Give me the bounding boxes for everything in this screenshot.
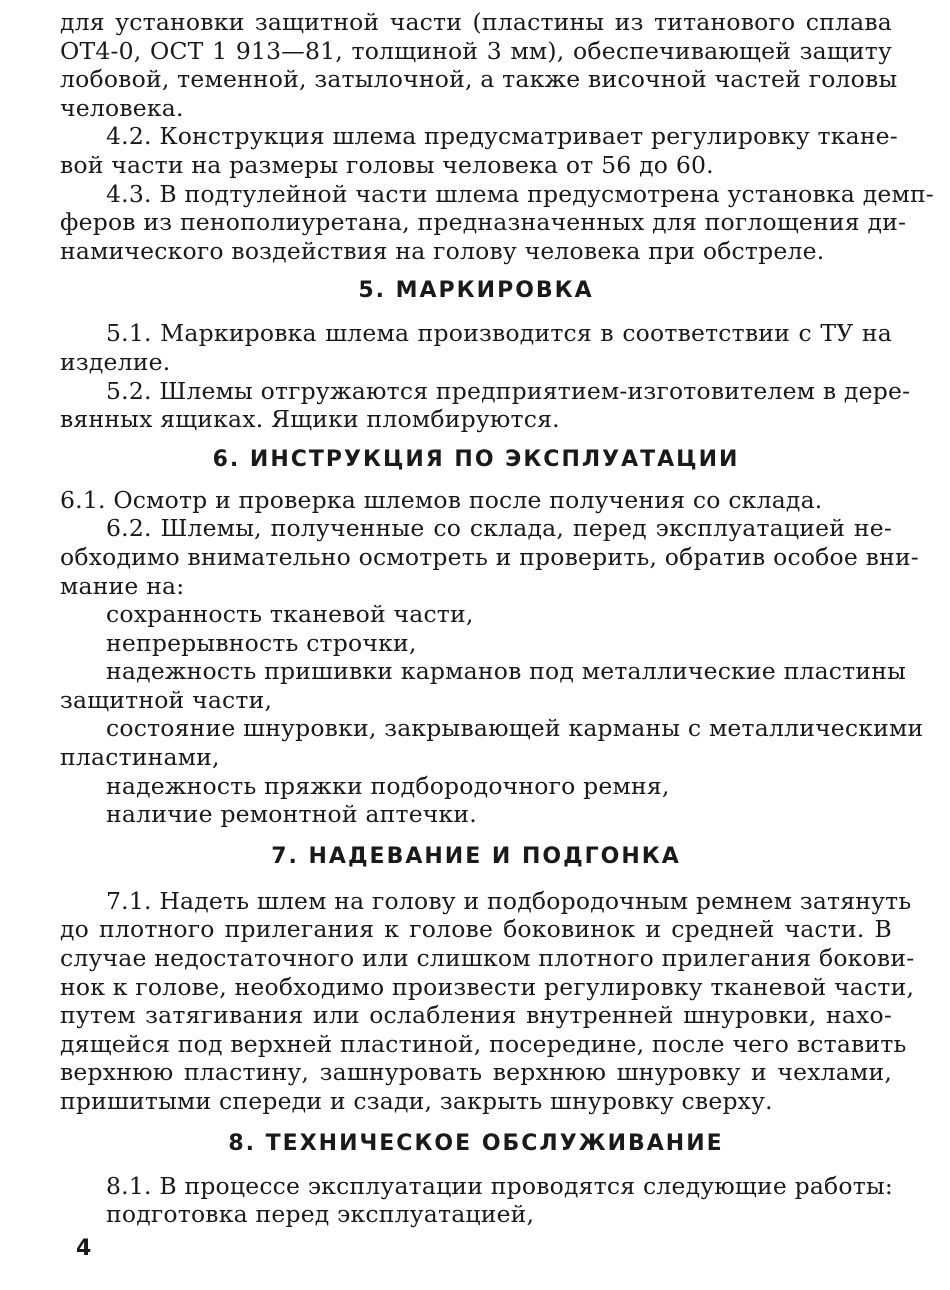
list-item: состояние шнуровки, закрывающей карманы с металлическими (106, 714, 924, 743)
section-heading-5: 5. МАРКИРОВКА (358, 278, 594, 304)
text-line: лобовой, теменной, затылочной, а также височной частей головы (60, 65, 898, 94)
text-line: феров из пенополиуретана, предназначенных для поглощения ди- (60, 208, 907, 237)
page-number: 4 (76, 1236, 92, 1261)
paragraph-4-2 (60, 122, 898, 179)
section4-continuation (60, 8, 898, 122)
paragraph-6-2 (60, 514, 919, 600)
inspection-list (60, 600, 924, 829)
list-item-continuation: пластинами, (60, 743, 220, 772)
text-line: вянных ящиках. Ящики пломбируются. (60, 405, 560, 434)
list-item: наличие ремонтной аптечки. (106, 800, 477, 829)
text-line: 5.1. Маркировка шлема производится в соответствии с ТУ на (106, 319, 892, 348)
text-line: нок к голове, необходимо произвести регулировку тканевой части, (60, 972, 915, 1001)
list-item-continuation: защитной части, (60, 685, 273, 714)
text-line: 8.1. В процессе эксплуатации проводятся следующие работы: (106, 1171, 893, 1200)
list-item: непрерывность строчки, (106, 628, 417, 657)
text-line: мание на: (60, 571, 185, 600)
text-line: пришитыми спереди и сзади, закрыть шнуровку сверху. (60, 1087, 773, 1115)
text-line: вой части на размеры головы человека от 56 до 60. (60, 150, 714, 179)
text-line: намического воздействия на голову человека при обстреле. (60, 236, 825, 265)
paragraph-5-2 (60, 376, 911, 434)
paragraph-8-1 (60, 1172, 892, 1229)
paragraph-7-1 (60, 886, 915, 1116)
text-line: 4.2. Конструкция шлема предусматривает регулировку ткане- (106, 122, 898, 151)
section-heading-6: 6. ИНСТРУКЦИЯ ПО ЭКСПЛУАТАЦИИ (212, 446, 740, 472)
text-line: 7.1. Надеть шлем на голову и подбородочным ремнем затянуть (106, 886, 912, 915)
paragraph-5-1 (60, 319, 892, 376)
text-line: изделие. (60, 347, 171, 376)
text-line: путем затягивания или ослабления внутренней шнуровки, нахо- (60, 1001, 892, 1030)
text-line: 6.2. Шлемы, полученные со склада, перед эксплуатацией не- (106, 514, 892, 543)
text-line: 5.2. Шлемы отгружаются предприятием-изготовителем в дере- (106, 376, 911, 405)
list-item: сохранность тканевой части, (106, 600, 474, 629)
text-line: подготовка перед эксплуатацией, (106, 1200, 535, 1229)
section-heading-7: 7. НАДЕВАНИЕ И ПОДГОНКА (271, 843, 681, 869)
text-line: обходимо внимательно осмотреть и проверить, обратив особое вни- (60, 542, 919, 571)
paragraph-6-1: 6.1. Осмотр и проверка шлемов после получения со склада. (60, 485, 823, 514)
list-item: надежность пришивки карманов под металлические пластины (106, 657, 906, 686)
text-line: случае недостаточного или слишком плотного прилегания бокови- (60, 944, 915, 973)
text-line: человека. (60, 93, 184, 122)
text-line: ОТ4-0, ОСТ 1 913—81, толщиной 3 мм), обеспечивающей защиту (60, 36, 892, 65)
text-line: до плотного прилегания к голове боковинок и средней части. В (60, 915, 892, 944)
document-page (60, 8, 934, 1229)
text-line: дящейся под верхней пластиной, посередине, после чего вставить (60, 1029, 907, 1058)
text-line: для установки защитной части (пластины из титанового сплава (60, 8, 892, 36)
list-item: надежность пряжки подбородочного ремня, (106, 771, 670, 800)
paragraph-4-3 (60, 179, 934, 266)
text-line: верхнюю пластину, зашнуровать верхнюю шнуровку и чехлами, (60, 1058, 892, 1087)
section-heading-8: 8. ТЕХНИЧЕСКОЕ ОБСЛУЖИВАНИЕ (228, 1130, 724, 1156)
text-line: 4.3. В подтулейной части шлема предусмотрена установка демп- (106, 179, 934, 208)
